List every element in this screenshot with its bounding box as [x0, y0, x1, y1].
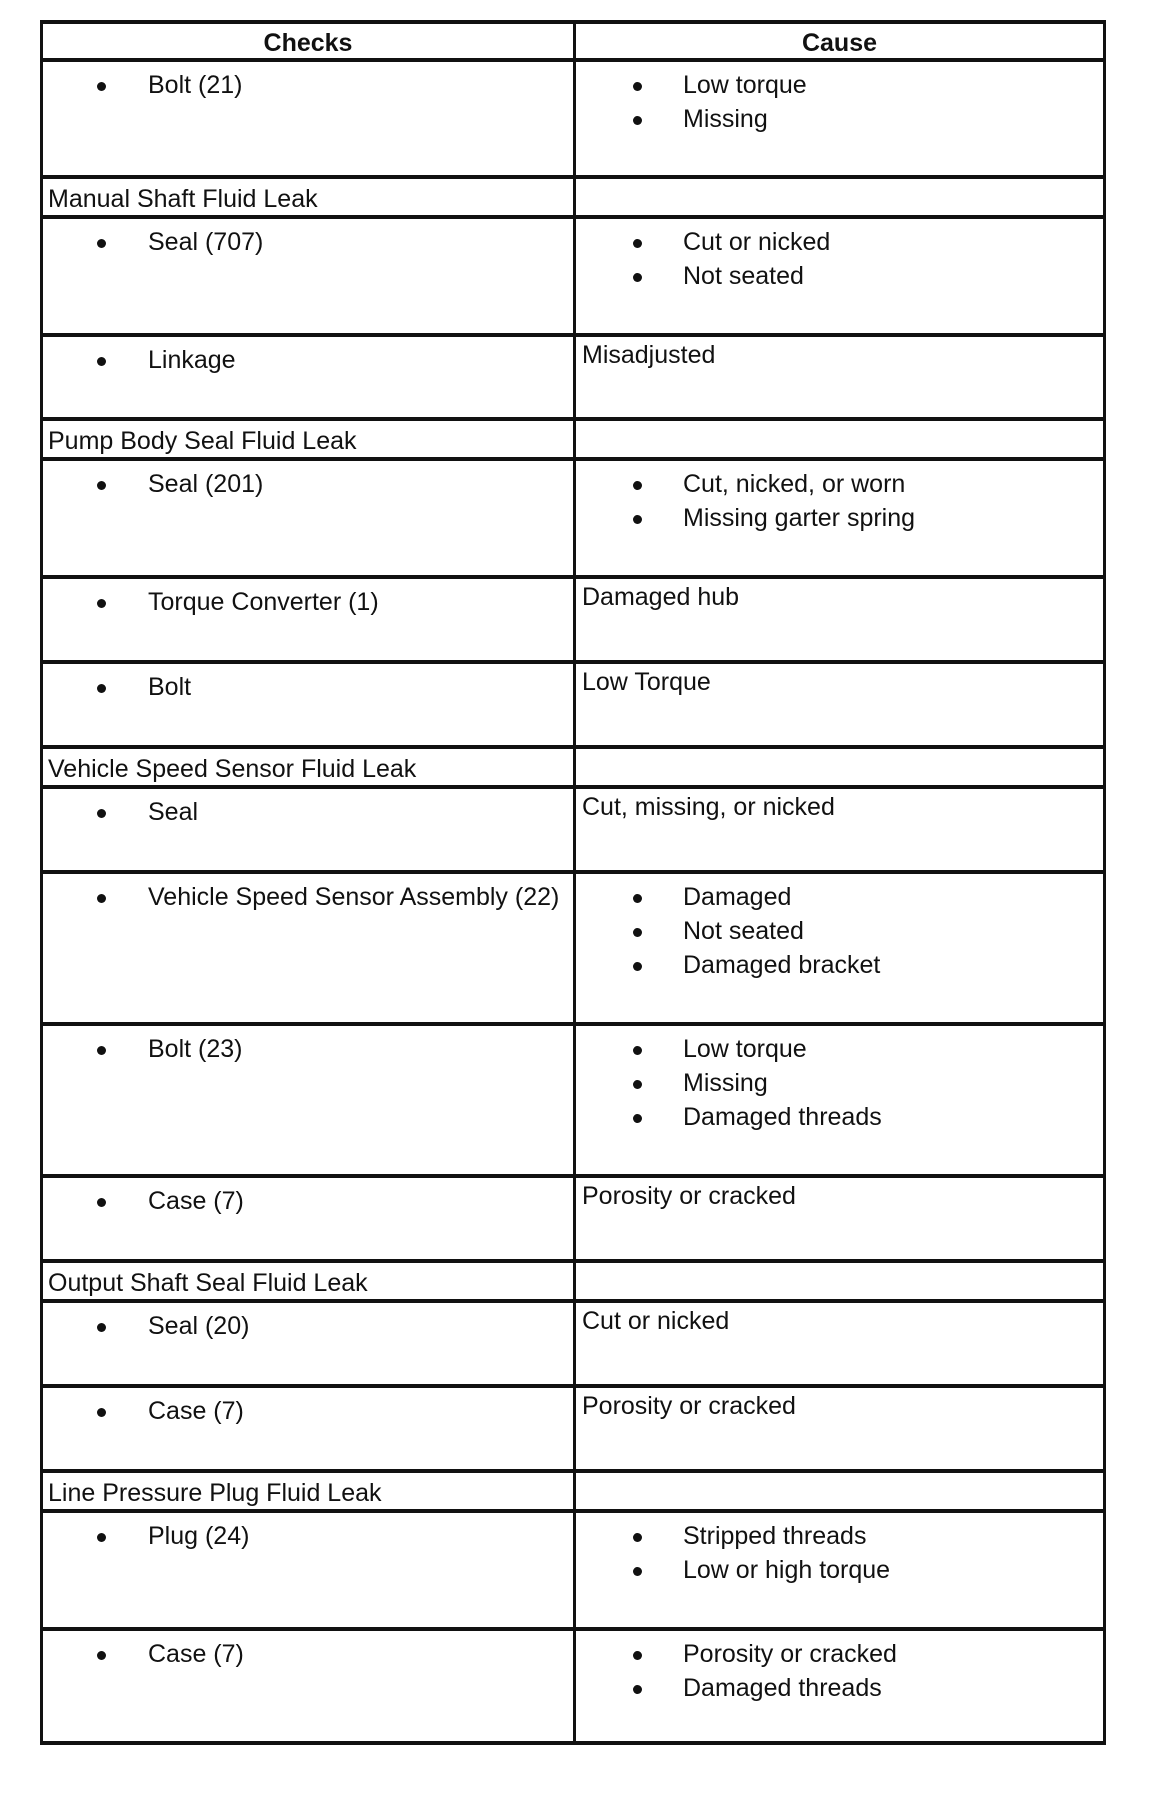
section-empty-cell: [576, 749, 1103, 785]
check-label: Vehicle Speed Sensor Assembly (22): [148, 883, 560, 911]
cause-cell: [576, 461, 1103, 575]
cause-label: Porosity or cracked: [582, 1392, 796, 1420]
section-empty-cell: [576, 1473, 1103, 1509]
cause-cell: [576, 789, 1103, 870]
bullet-icon: [633, 116, 642, 125]
section-title: Manual Shaft Fluid Leak: [43, 179, 576, 215]
check-cell: [43, 1631, 576, 1741]
cause-label: Cut or nicked: [582, 1307, 730, 1335]
check-label: Bolt (23): [148, 1035, 243, 1063]
check-cell: [43, 1303, 576, 1384]
check-label: Bolt: [148, 673, 192, 701]
bullet-icon: [633, 515, 642, 524]
check-label: Seal (707): [148, 228, 264, 256]
bullet-icon: [633, 1567, 642, 1576]
check-label: Case (7): [148, 1640, 244, 1668]
cause-cell: [576, 1303, 1103, 1384]
section-row: [43, 745, 1103, 785]
table-row: [43, 785, 1103, 870]
check-cell: [43, 1388, 576, 1469]
check-cell: [43, 579, 576, 660]
cause-item: [576, 467, 1103, 501]
table-row: [43, 870, 1103, 1022]
cause-item: [576, 914, 1103, 948]
check-label: Plug (24): [148, 1522, 250, 1550]
cause-cell: [576, 1513, 1103, 1627]
cause-label: Damaged threads: [683, 1674, 882, 1702]
section-title: Output Shaft Seal Fluid Leak: [43, 1263, 576, 1299]
cause-cell: [576, 219, 1103, 333]
table-row: [43, 58, 1103, 175]
cause-label: Damaged: [683, 883, 792, 911]
table-row: [43, 215, 1103, 333]
bullet-icon: [633, 481, 642, 490]
cause-label: Missing: [683, 1069, 768, 1097]
bullet-icon: [633, 928, 642, 937]
cause-item: [576, 68, 1103, 102]
cause-column-header: Cause: [801, 29, 878, 57]
table-row: [43, 333, 1103, 417]
cause-label: Low or high torque: [683, 1556, 891, 1584]
check-label: Torque Converter (1): [148, 588, 379, 616]
table-row: [43, 1022, 1103, 1174]
cause-item: [576, 1100, 1103, 1134]
table-row: [43, 1509, 1103, 1627]
checks-column-header: Checks: [43, 24, 576, 58]
cause-label: Low torque: [683, 1035, 807, 1063]
check-label: Bolt (21): [148, 71, 243, 99]
bullet-icon: [97, 239, 106, 248]
bullet-icon: [633, 1533, 642, 1542]
cause-item: [576, 225, 1103, 259]
table-row: [43, 1299, 1103, 1384]
cause-cell: [576, 664, 1103, 745]
table-row: [43, 1627, 1103, 1745]
cause-item: [576, 1032, 1103, 1066]
bullet-icon: [97, 1198, 106, 1207]
cause-item: [576, 501, 1103, 535]
check-cell: [43, 461, 576, 575]
cause-item: [576, 1671, 1103, 1705]
check-label: Linkage: [148, 346, 236, 374]
section-empty-cell: [576, 421, 1103, 457]
cause-cell: [576, 1178, 1103, 1259]
bullet-icon: [97, 1651, 106, 1660]
section-row: [43, 1469, 1103, 1509]
bullet-icon: [633, 1080, 642, 1089]
cause-cell: [576, 337, 1103, 417]
cause-item: [576, 1553, 1103, 1587]
cause-item: [576, 259, 1103, 293]
cause-label: Not seated: [683, 917, 804, 945]
bullet-icon: [633, 1685, 642, 1694]
bullet-icon: [633, 239, 642, 248]
cause-label: Cut or nicked: [683, 228, 831, 256]
cause-label: Damaged threads: [683, 1103, 882, 1131]
cause-label: Misadjusted: [582, 341, 716, 369]
cause-cell: [576, 579, 1103, 660]
section-row: [43, 1259, 1103, 1299]
bullet-icon: [97, 1323, 106, 1332]
section-row: [43, 175, 1103, 215]
check-label: Case (7): [148, 1187, 244, 1215]
bullet-icon: [97, 809, 106, 818]
section-row: [43, 417, 1103, 457]
section-empty-cell: [576, 1263, 1103, 1299]
table-header-row: [43, 20, 1103, 58]
cause-label: Porosity or cracked: [683, 1640, 897, 1668]
bullet-icon: [633, 962, 642, 971]
cause-item: [576, 948, 1103, 982]
section-empty-cell: [576, 179, 1103, 215]
check-label: Seal (201): [148, 470, 264, 498]
cause-item: [576, 1066, 1103, 1100]
cause-label: Missing garter spring: [683, 504, 916, 532]
cause-item: [576, 1519, 1103, 1553]
bullet-icon: [97, 1533, 106, 1542]
bullet-icon: [633, 273, 642, 282]
cause-label: Damaged hub: [582, 583, 740, 611]
check-cell: [43, 789, 576, 870]
check-cell: [43, 1178, 576, 1259]
cause-label: Porosity or cracked: [582, 1182, 796, 1210]
bullet-icon: [97, 1408, 106, 1417]
cause-cell: [576, 62, 1103, 175]
cause-label: Cut, nicked, or worn: [683, 470, 906, 498]
bullet-icon: [97, 357, 106, 366]
bullet-icon: [97, 684, 106, 693]
bullet-icon: [633, 1046, 642, 1055]
bullet-icon: [97, 599, 106, 608]
check-label: Seal: [148, 798, 199, 826]
check-cell: [43, 1513, 576, 1627]
table-row: [43, 1174, 1103, 1259]
check-label: Seal (20): [148, 1312, 250, 1340]
cause-cell: [576, 1388, 1103, 1469]
bullet-icon: [97, 82, 106, 91]
check-cell: [43, 664, 576, 745]
bullet-icon: [633, 82, 642, 91]
cause-label: Low torque: [683, 71, 807, 99]
bullet-icon: [633, 894, 642, 903]
section-title: Vehicle Speed Sensor Fluid Leak: [43, 749, 576, 785]
check-cell: [43, 62, 576, 175]
cause-label: Low Torque: [582, 668, 711, 696]
cause-label: Damaged bracket: [683, 951, 881, 979]
cause-item: [576, 102, 1103, 136]
bullet-icon: [97, 481, 106, 490]
table-row: [43, 457, 1103, 575]
check-cell: [43, 874, 576, 1022]
check-cell: [43, 219, 576, 333]
check-cell: [43, 337, 576, 417]
check-cell: [43, 1026, 576, 1174]
cause-label: Not seated: [683, 262, 804, 290]
check-label: Case (7): [148, 1397, 244, 1425]
table-row: [43, 575, 1103, 660]
cause-cell: [576, 1026, 1103, 1174]
cause-label: Cut, missing, or nicked: [582, 793, 835, 821]
cause-item: [576, 1637, 1103, 1671]
section-title: Pump Body Seal Fluid Leak: [43, 421, 576, 457]
bullet-icon: [97, 894, 106, 903]
cause-label: Missing: [683, 105, 768, 133]
table-row: [43, 1384, 1103, 1469]
leak-diagnosis-table: [40, 20, 1106, 1745]
bullet-icon: [633, 1114, 642, 1123]
bullet-icon: [633, 1651, 642, 1660]
cause-cell: [576, 1631, 1103, 1741]
cause-item: [576, 880, 1103, 914]
cause-label: Stripped threads: [683, 1522, 867, 1550]
bullet-icon: [97, 1046, 106, 1055]
cause-cell: [576, 874, 1103, 1022]
section-title: Line Pressure Plug Fluid Leak: [43, 1473, 576, 1509]
table-row: [43, 660, 1103, 745]
